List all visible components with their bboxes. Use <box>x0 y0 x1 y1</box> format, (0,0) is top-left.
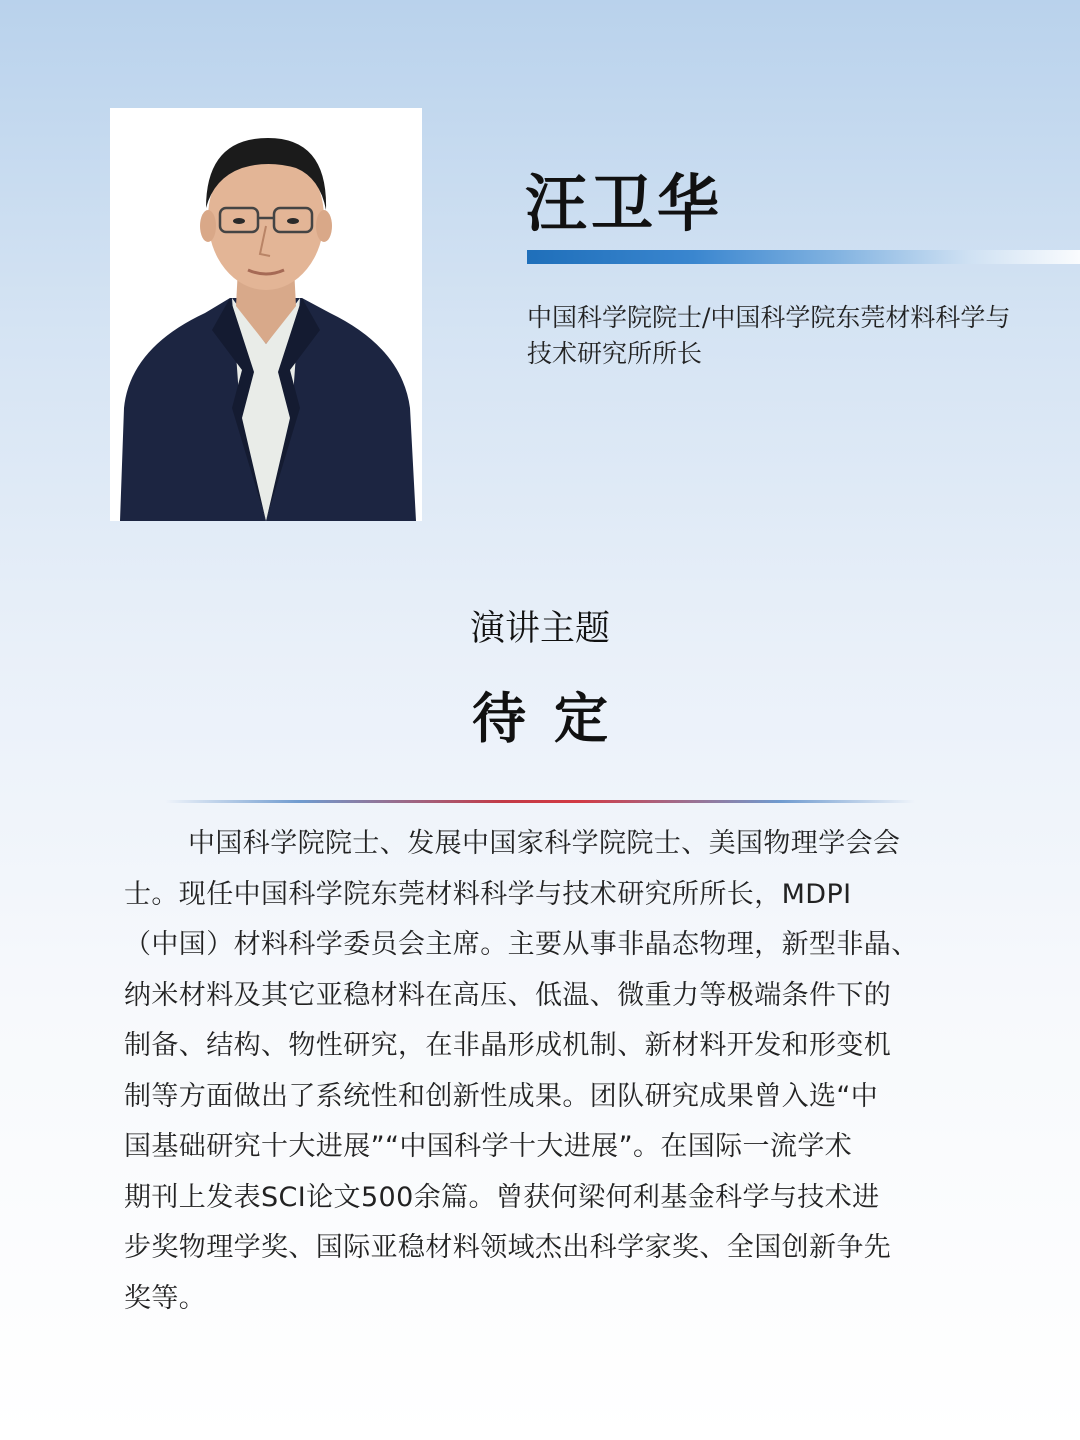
bio-line: 期刊上发表SCI论文500余篇。曾获何梁何利基金科学与技术进 <box>124 1181 880 1213</box>
bio-line: 中国科学院院士、发展中国家科学院院士、美国物理学会会 <box>188 828 901 859</box>
bio-line: 士。现任中国科学院东莞材料科学与技术研究所所长，MDPI <box>124 878 852 910</box>
bio-line: 纳米材料及其它亚稳材料在高压、低温、微重力等极端条件下的 <box>124 979 892 1011</box>
name-underline <box>527 250 1080 264</box>
bio-line: 制备、结构、物性研究，在非晶形成机制、新材料开发和形变机 <box>124 1030 892 1061</box>
topic-label: 演讲主题 <box>469 609 610 649</box>
bio-line: 步奖物理学奖、国际亚稳材料领域杰出科学家奖、全国创新争先 <box>124 1232 892 1263</box>
section-divider <box>165 800 915 803</box>
speaker-bio <box>124 819 974 1324</box>
bio-line: （中国）材料科学委员会主席。主要从事非晶态物理，新型非晶、 <box>124 929 919 960</box>
speaker-name: 汪卫华 <box>525 167 724 240</box>
speaker-title: 中国科学院院士/中国科学院东莞材料科学与技术研究所所长 <box>527 303 1011 368</box>
speaker-photo-illustration <box>110 108 422 521</box>
topic-value: 待定 <box>472 687 636 750</box>
bio-line: 制等方面做出了系统性和创新性成果。团队研究成果曾入选“中 <box>124 1080 879 1112</box>
speaker-photo <box>110 108 422 521</box>
bio-line: 奖等。 <box>124 1282 207 1314</box>
bio-line: 国基础研究十大进展”“中国科学十大进展”。在国际一流学术 <box>124 1131 853 1162</box>
